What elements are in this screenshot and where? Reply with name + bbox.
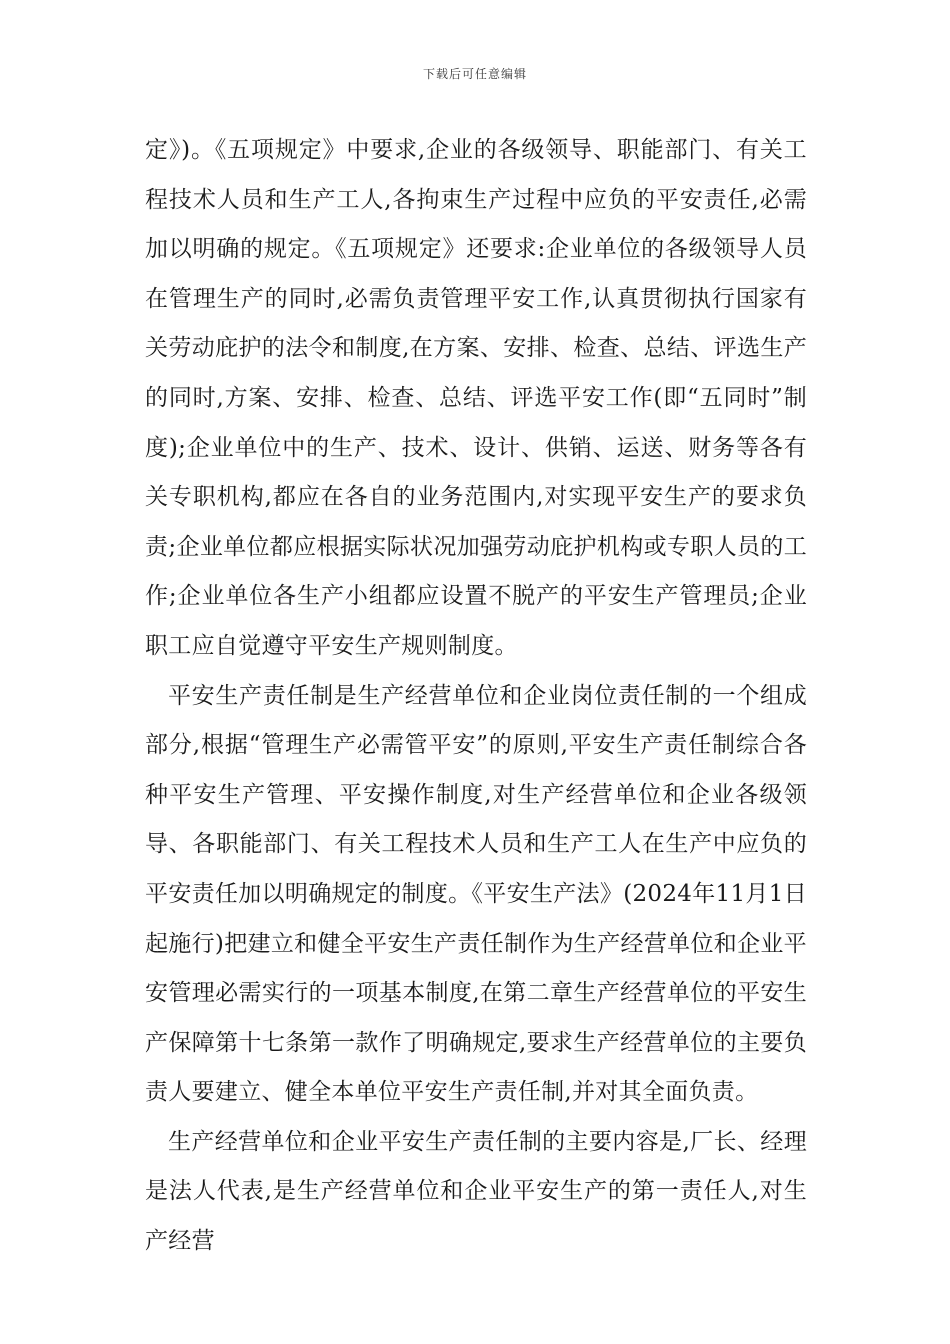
document-body xyxy=(145,126,807,1267)
paragraph-1: 定》)。《五项规定》中要求,企业的各级领导、职能部门、有关工程技术人员和生产工人,各拘束生产过程中应负的平安责任,必需加以明确的规定。《五项规定》还要求:企业单位的各级领导人员在管理生产的同时,必需负责管理平安工作,认真贯彻执行国家有关劳动庇护的法令和制度,在方案、安排、检查、总结、评选生产的同时,方案、安排、检查、总结、评选平安工作(即“五同时”制度);企业单位中的生产、技术、设计、供销、运送、财务等各有关专职机构,都应在各自的业务范围内,对实现平安生产的要求负责;企业单位都应根据实际状况加强劳动庇护机构或专职人员的工作;企业单位各生产小组都应设置不脱产的平安生产管理员;企业职工应自觉遵守平安生产规则制度。 xyxy=(145,137,807,659)
page-header: 下载后可任意编辑 xyxy=(422,67,527,81)
paragraph-3: 生产经营单位和企业平安生产责任制的主要内容是,厂长、经理是法人代表,是生产经营单位和企业平安生产的第一责任人,对生产经营 xyxy=(145,1128,807,1255)
paragraph-2: 平安生产责任制是生产经营单位和企业岗位责任制的一个组成部分,根据“管理生产必需管平安”的原则,平安生产责任制综合各种平安生产管理、平安操作制度,对生产经营单位和企业各级领导、各职能部门、有关工程技术人员和生产工人在生产中应负的平安责任加以明确规定的制度。《平安生产法》(2024年11月1日起施行)把建立和健全平安生产责任制作为生产经营单位和企业平安管理必需实行的一项基本制度,在第二章生产经营单位的平安生产保障第十七条第一款作了明确规定,要求生产经营单位的主要负责人要建立、健全本单位平安生产责任制,并对其全面负责。 xyxy=(145,682,807,1106)
